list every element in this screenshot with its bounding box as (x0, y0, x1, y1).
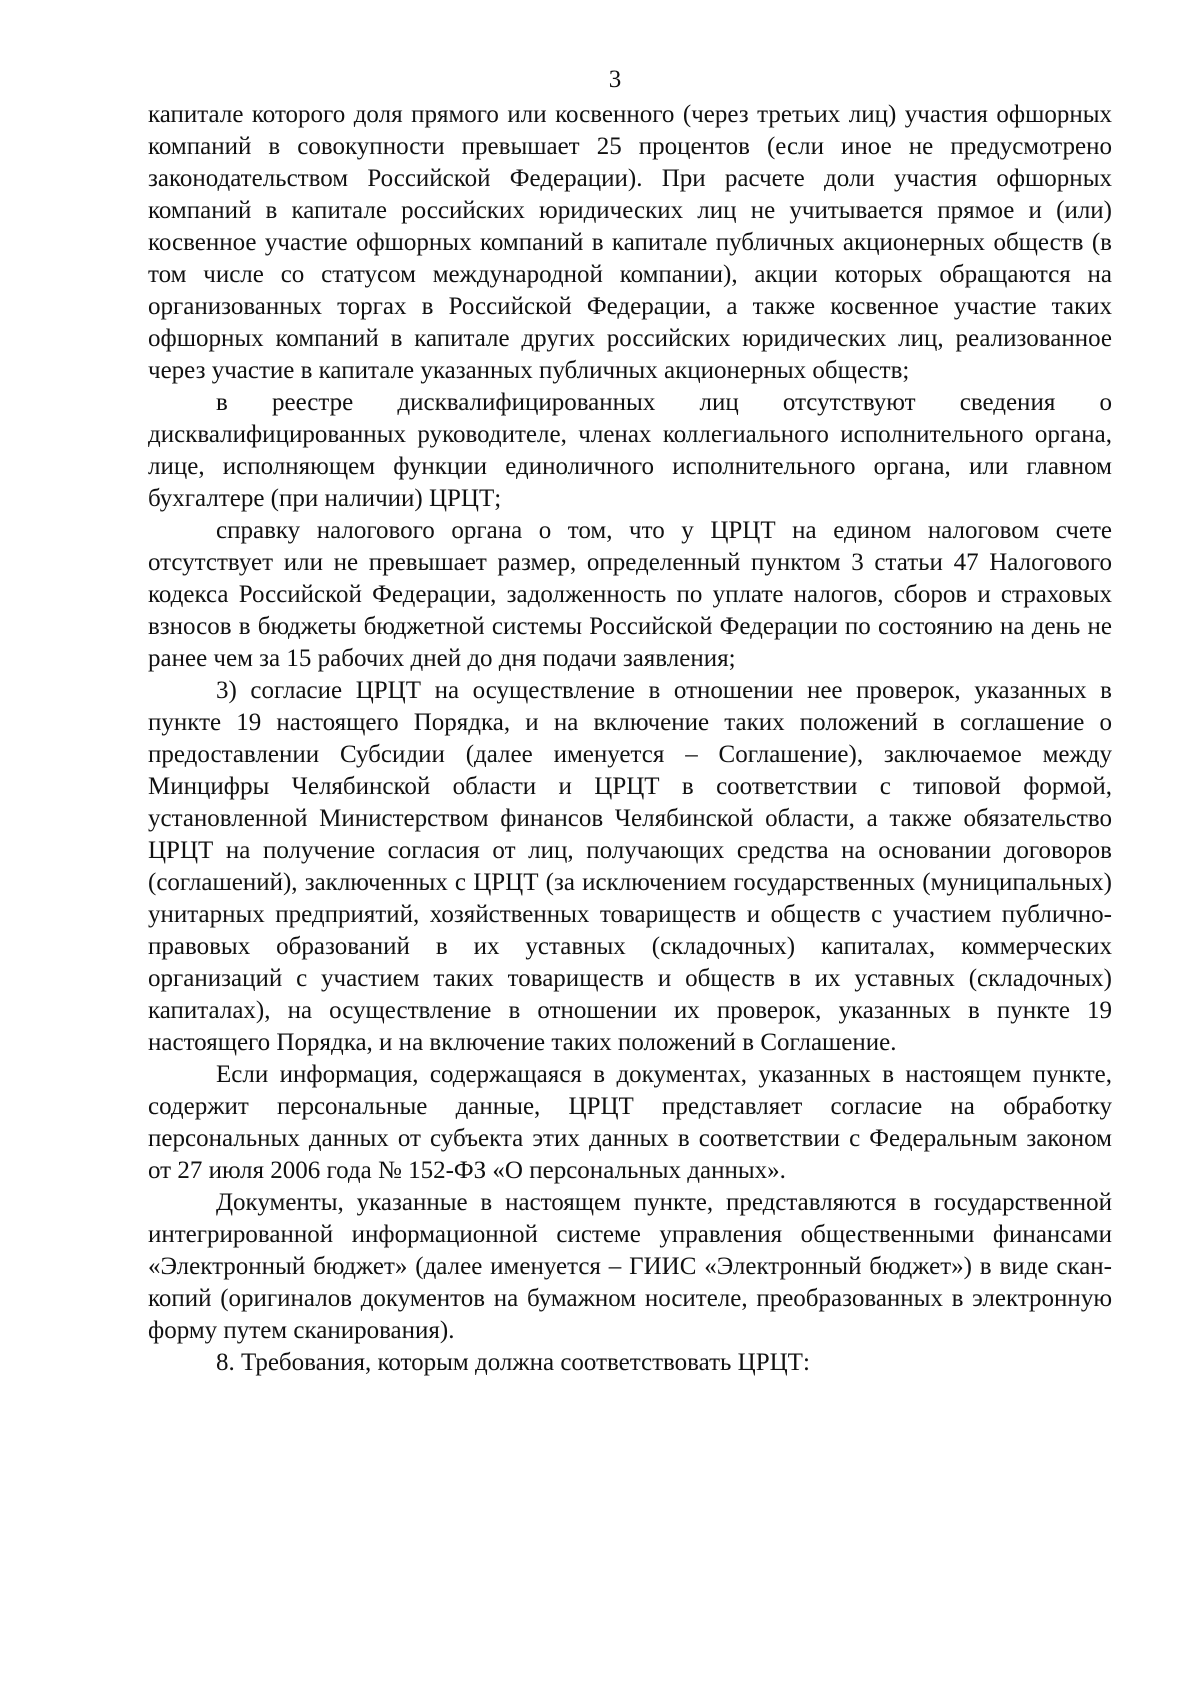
paragraph-disqualified-persons: в реестре дисквалифицированных лиц отсутствуют сведения о дисквалифицированных руководителе, членах коллегиального исполнительного органа, лице, исполняющем функции единоличного исполнительного органа, или главном бухгалтере (при наличии) ЦРЦТ; (148, 389, 1112, 512)
paragraph-offshore-capital: капитале которого доля прямого или косвенного (через третьих лиц) участия офшорных компаний в совокупности превышает 25 процентов (если иное не предусмотрено законодательством Российской Федерации). При расчете доли участия офшорных компаний в капитале российских юридических лиц не учитывается прямое и (или) косвенное участие офшорных компаний в капитале публичных акционерных обществ (в том числе со статусом международной компании), акции которых обращаются на организованных торгах в Российской Федерации, а также косвенное участие таких офшорных компаний в капитале других российских юридических лиц, реализованное через участие в капитале указанных публичных акционерных обществ; (148, 101, 1112, 384)
paragraph-documents-giis: Документы, указанные в настоящем пункте, представляются в государственной интегрированной информационной системе управления общественными финансами «Электронный бюджет» (далее именуется – ГИИС «Электронный бюджет») в виде скан-копий (оригиналов документов на бумажном носителе, преобразованных в электронную форму путем сканирования). (148, 1189, 1112, 1344)
page-number: 3 (608, 66, 622, 93)
paragraph-consent-inspections: 3) согласие ЦРЦТ на осуществление в отношении нее проверок, указанных в пункте 19 настоящего Порядка, и на включение таких положений в соглашение о предоставлении Субсидии (далее именуется – Соглашение), заключаемое между Минцифры Челябинской области и ЦРЦТ в соответствии с типовой формой, установленной Министерством финансов Челябинской области, а также обязательство ЦРЦТ на получение согласия от лиц, получающих средства на основании договоров (соглашений), заключенных с ЦРЦТ (за исключением государственных (муниципальных) унитарных предприятий, хозяйственных товариществ и обществ с участием публично-правовых образований в их уставных (складочных) капиталах, коммерческих организаций с участием таких товариществ и обществ в их уставных (складочных) капиталах), на осуществление в отношении их проверок, указанных в пункте 19 настоящего Порядка, и на включение таких положений в Соглашение. (148, 677, 1112, 1056)
paragraph-personal-data: Если информация, содержащаяся в документах, указанных в настоящем пункте, содержит персональные данные, ЦРЦТ представляет согласие на обработку персональных данных от субъекта этих данных в соответствии с Федеральным законом от 27 июля 2006 года № 152-ФЗ «О персональных данных». (148, 1061, 1112, 1184)
paragraph-tax-certificate: справку налогового органа о том, что у ЦРЦТ на едином налоговом счете отсутствует или не превышает размер, определенный пунктом 3 статьи 47 Налогового кодекса Российской Федерации, задолженность по уплате налогов, сборов и страховых взносов в бюджеты бюджетной системы Российской Федерации по состоянию на день не ранее чем за 15 рабочих дней до дня подачи заявления; (148, 517, 1112, 672)
paragraph-requirements-heading: 8. Требования, которым должна соответствовать ЦРЦТ: (216, 1349, 810, 1376)
document-body (148, 99, 1112, 1379)
